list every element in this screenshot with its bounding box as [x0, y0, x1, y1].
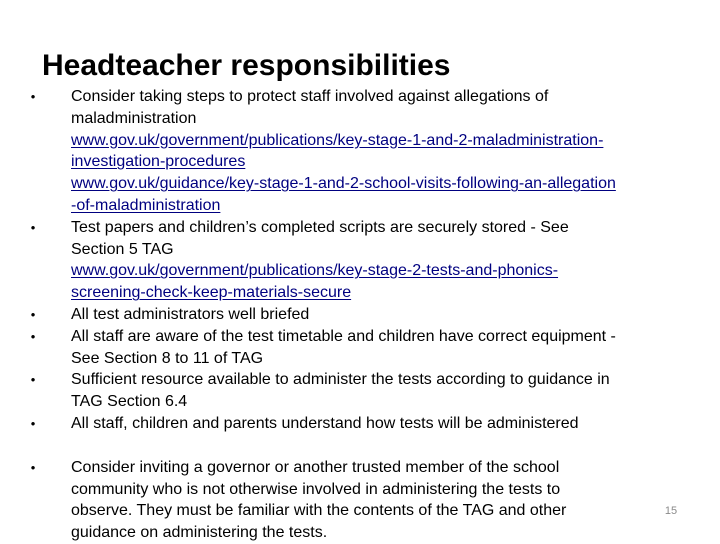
bullet-item-governor [28, 457, 700, 544]
bullet-dot-icon: • [30, 372, 36, 388]
bullet-text-line: community who is not otherwise involved in administering the tests to [71, 480, 561, 498]
maladministration-procedures-link[interactable] [71, 130, 700, 174]
bullet-dot-icon: • [30, 219, 36, 235]
bullet-text-line: See Section 8 to 11 of TAG [71, 349, 264, 367]
bullet-dot-icon: • [30, 328, 36, 344]
link-text-line: screening-check-keep-materials-secure [71, 284, 352, 302]
bullet-text-line: All test administrators well briefed [71, 305, 310, 323]
page-number: 15 [664, 505, 678, 517]
school-visits-guidance-link[interactable] [71, 173, 700, 217]
bullet-dot-icon: • [30, 89, 36, 104]
bullet-item-timetable [28, 326, 700, 370]
bullet-item-protect-staff [28, 86, 700, 217]
bullet-text-line: Consider taking steps to protect staff involved against allegations of [71, 88, 549, 105]
keep-materials-secure-link[interactable] [71, 260, 700, 304]
bullet-item-resources [28, 369, 700, 413]
bullet-list [28, 86, 700, 544]
bullet-text-line: observe. They must be familiar with the contents of the TAG and other [71, 502, 567, 520]
link-text-line: www.gov.uk/guidance/key-stage-1-and-2-school-visits-following-an-allegation [71, 175, 616, 193]
link-text-line: www.gov.uk/government/publications/key-stage-2-tests-and-phonics- [71, 262, 559, 280]
bullet-text-line: maladministration [71, 109, 197, 127]
link-text-line: investigation-procedures [71, 153, 246, 171]
bullet-item-understanding [28, 413, 700, 435]
bullet-dot-icon: • [30, 459, 36, 475]
bullet-item-briefed [28, 304, 700, 326]
bullet-text-line: All staff are aware of the test timetable and children have correct equipment - [71, 327, 616, 345]
bullet-dot-icon: • [30, 306, 36, 322]
link-text-line: www.gov.uk/government/publications/key-stage-1-and-2-maladministration- [71, 131, 604, 149]
bullet-text-line: Consider inviting a governor or another trusted member of the school [71, 458, 560, 476]
bullet-text-line: TAG Section 6.4 [71, 393, 188, 411]
bullet-text-line: Test papers and children’s completed scripts are securely stored - See [71, 218, 569, 236]
bullet-dot-icon: • [30, 415, 36, 431]
slide-title: Headteacher responsibilities [42, 49, 451, 82]
link-text-line: -of-maladministration [71, 196, 221, 214]
bullet-text-line: Sufficient resource available to administer the tests according to guidance in [71, 371, 610, 389]
bullet-text-line: All staff, children and parents understand how tests will be administered [71, 414, 579, 432]
bullet-item-secure-storage [28, 217, 700, 304]
bullet-text-line: Section 5 TAG [71, 240, 174, 258]
bullet-text-line: guidance on administering the tests. [71, 524, 328, 542]
